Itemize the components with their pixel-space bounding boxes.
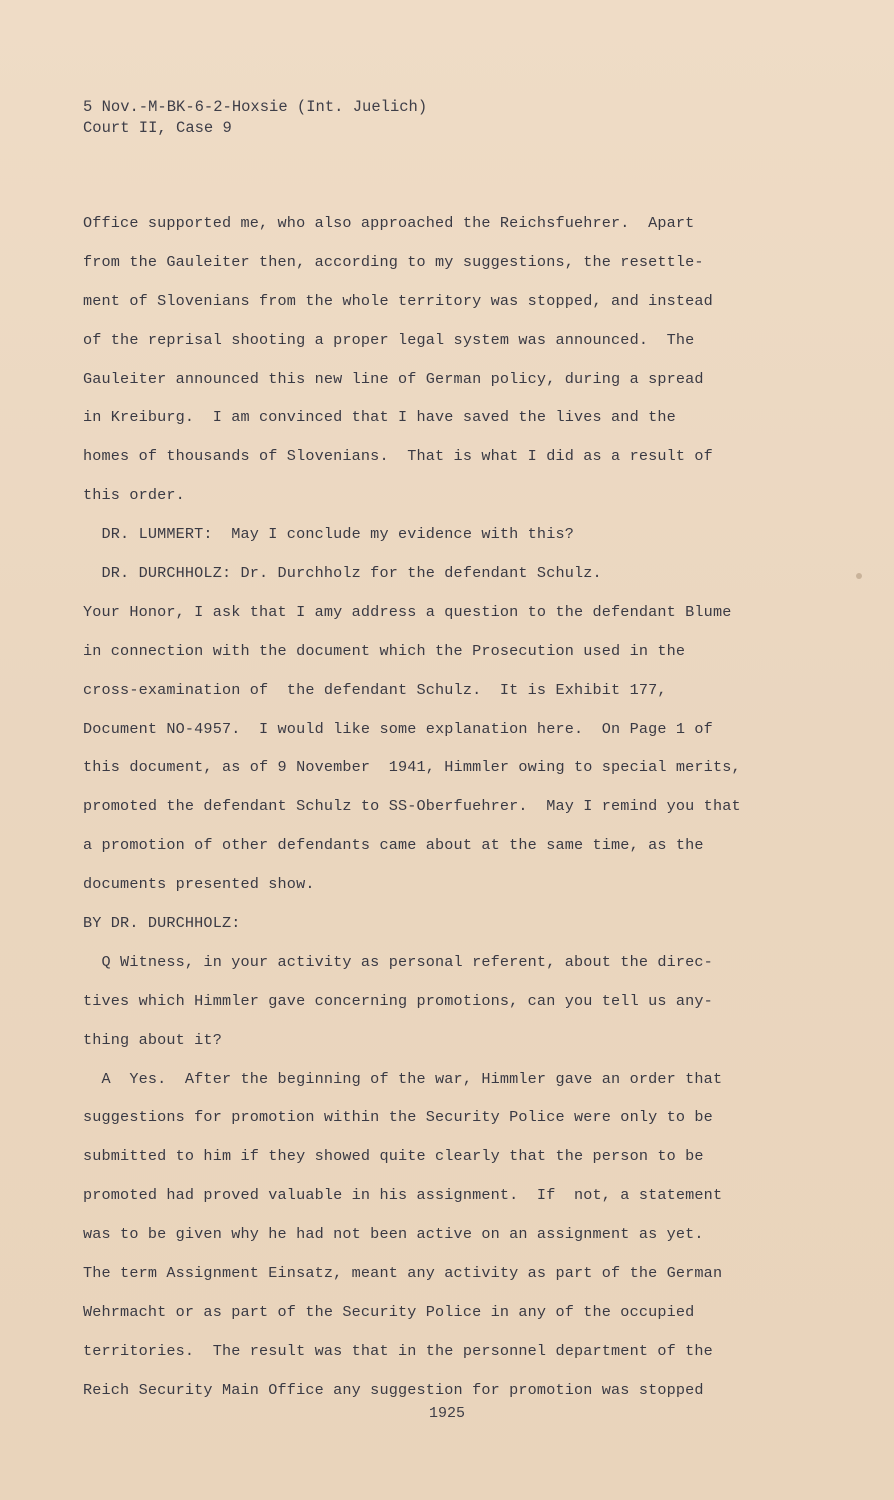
transcript-line: Document NO-4957. I would like some explanation here. On Page 1 of — [83, 719, 713, 738]
transcript-line: The term Assignment Einsatz, meant any activity as part of the German — [83, 1264, 723, 1283]
transcript-line: DR. DURCHHOLZ: Dr. Durchholz for the defendant Schulz. — [83, 564, 602, 583]
transcript-line: ment of Slovenians from the whole territory was stopped, and instead — [83, 291, 713, 310]
transcript-line: this document, as of 9 November 1941, Himmler owing to special merits, — [83, 758, 741, 777]
transcript-line: cross-examination of the defendant Schulz. It is Exhibit 177, — [83, 680, 667, 699]
transcript-line: this order. — [83, 486, 185, 505]
transcript-line: A Yes. After the beginning of the war, Himmler gave an order that — [83, 1069, 723, 1088]
transcript-line: in Kreiburg. I am convinced that I have saved the lives and the — [83, 408, 676, 427]
transcript-line: documents presented show. — [83, 875, 315, 894]
transcript-line: in connection with the document which the Prosecution used in the — [83, 641, 686, 660]
transcript-line: promoted the defendant Schulz to SS-Oberfuehrer. May I remind you that — [83, 797, 741, 816]
transcript-line: Q Witness, in your activity as personal referent, about the direc- — [83, 952, 713, 971]
transcript-line: Your Honor, I ask that I amy address a question to the defendant Blume — [83, 602, 732, 621]
header-court-line: Court II, Case 9 — [83, 119, 232, 137]
page-number: 1925 — [428, 1405, 465, 1422]
transcript-line: of the reprisal shooting a proper legal system was announced. The — [83, 330, 695, 349]
transcript-line: territories. The result was that in the personnel department of the — [83, 1341, 713, 1360]
transcript-line: submitted to him if they showed quite clearly that the person to be — [83, 1147, 704, 1166]
transcript-line: Reich Security Main Office any suggestion for promotion was stopped — [83, 1380, 704, 1399]
transcript-line: Gauleiter announced this new line of German policy, during a spread — [83, 369, 704, 388]
transcript-line: suggestions for promotion within the Security Police were only to be — [83, 1108, 713, 1127]
transcript-line: Wehrmacht or as part of the Security Police in any of the occupied — [83, 1302, 695, 1321]
transcript-line: from the Gauleiter then, according to my suggestions, the resettle- — [83, 252, 704, 271]
transcript-line: a promotion of other defendants came about at the same time, as the — [83, 836, 704, 855]
document-header — [83, 97, 427, 139]
header-session-line: 5 Nov.-M-BK-6-2-Hoxsie (Int. Juelich) — [83, 98, 428, 116]
transcript-line: thing about it? — [83, 1030, 222, 1049]
transcript-line: tives which Himmler gave concerning promotions, can you tell us any- — [83, 991, 713, 1010]
transcript-line: promoted had proved valuable in his assignment. If not, a statement — [83, 1186, 723, 1205]
transcript-body — [83, 210, 783, 1416]
transcript-line: Office supported me, who also approached the Reichsfuehrer. Apart — [83, 214, 695, 232]
transcript-line: homes of thousands of Slovenians. That is what I did as a result of — [83, 447, 713, 466]
transcript-line: was to be given why he had not been active on an assignment as yet. — [83, 1225, 704, 1244]
paper-speck — [856, 573, 862, 579]
transcript-line: BY DR. DURCHHOLZ: — [83, 914, 241, 933]
transcript-line: DR. LUMMERT: May I conclude my evidence with this? — [83, 525, 574, 544]
